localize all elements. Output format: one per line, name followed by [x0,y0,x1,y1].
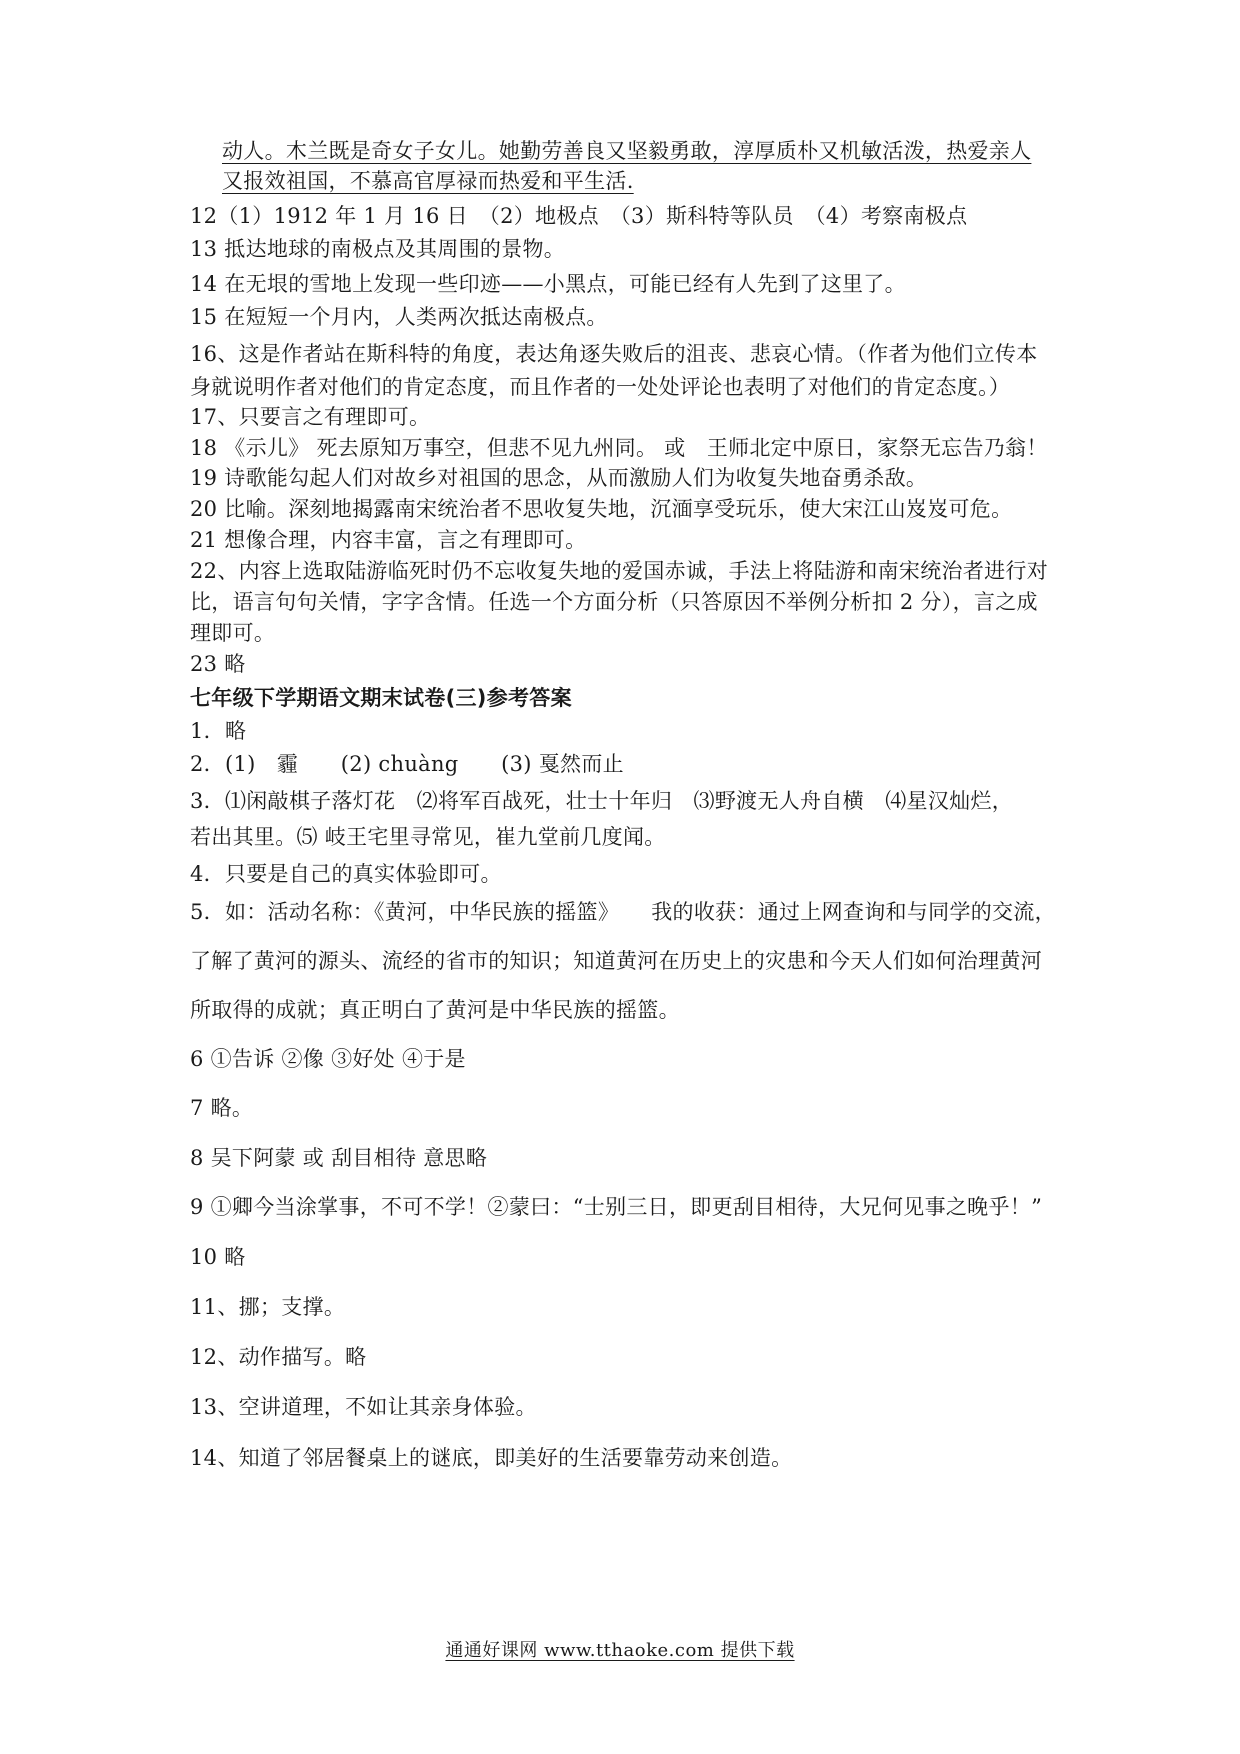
answer-line-s3-13: 13、空讲道理，不如让其亲身体验。 [190,1395,537,1419]
answer-line-s3-11: 11、挪；支撑。 [190,1295,346,1319]
answer-line-22a: 22、内容上选取陆游临死时仍不忘收复失地的爱国赤诚，手法上将陆游和南宋统治者进行对 [190,559,1049,583]
answer-line-s3-10: 10 略 [190,1245,246,1269]
answer-line-s3-4: 4．只要是自己的真实体验即可。 [190,862,502,886]
answer-line-mulan-2: 又报效祖国，不慕高官厚禄而热爱和平生活. [222,169,634,193]
answer-line-16a: 16、这是作者站在斯科特的角度，表达角逐失败后的沮丧、悲哀心情。（作者为他们立传本 [190,342,1038,366]
answer-line-13: 13 抵达地球的南极点及其周围的景物。 [190,237,566,261]
answer-line-s3-7: 7 略。 [190,1096,254,1120]
answer-line-s3-6: 6 ①告诉 ②像 ③好处 ④于是 [190,1047,466,1071]
answer-line-20: 20 比喻。深刻地揭露南宋统治者不思收复失地，沉湎享受玩乐，使大宋江山岌岌可危。 [190,497,1013,521]
answer-line-s3-2: 2．(1) 霾 (2) chuàng (3) 戛然而止 [190,752,624,776]
answer-line-18: 18 《示儿》 死去原知万事空，但悲不见九州同。 或 王师北定中原日，家祭无忘告乃翁！ [190,436,1048,460]
answer-line-s3-1: 1．略 [190,719,247,743]
answer-line-mulan-1: 动人。木兰既是奇女子女儿。她勤劳善良又坚毅勇敢，淳厚质朴又机敏活泼，热爱亲人 [222,139,1032,163]
answer-line-22c: 理即可。 [190,621,276,645]
answer-line-16b: 身就说明作者对他们的肯定态度，而且作者的一处处评论也表明了对他们的肯定态度。） [190,375,1011,399]
answer-line-s3-9: 9 ①卿今当涂掌事，不可不学！②蒙曰：“士别三日，即更刮目相待，大兄何见事之晚乎！” [190,1195,1043,1219]
answer-line-15: 15 在短短一个月内，人类两次抵达南极点。 [190,305,608,329]
answer-line-s3-5c: 所取得的成就；真正明白了黄河是中华民族的摇篮。 [190,998,680,1022]
answer-line-s3-5a: 5．如：活动名称：《黄河，中华民族的摇篮》 我的收获：通过上网查询和与同学的交流， [190,900,1056,924]
answer-line-14: 14 在无垠的雪地上发现一些印迹——小黑点，可能已经有人先到了这里了。 [190,272,906,296]
answer-line-s3-8: 8 吴下阿蒙 或 刮目相待 意思略 [190,1146,488,1170]
answer-line-s3-3a: 3．⑴闲敲棋子落灯花 ⑵将军百战死，壮士十年归 ⑶野渡无人舟自横 ⑷星汉灿烂， [190,789,1014,813]
answer-line-22b: 比，语言句句关情，字字含情。任选一个方面分析（只答原因不举例分析扣 2 分），言之成 [190,590,1038,614]
answer-line-21: 21 想像合理，内容丰富，言之有理即可。 [190,528,587,552]
answer-line-s3-12: 12、动作描写。略 [190,1345,367,1369]
answer-line-s3-5b: 了解了黄河的源头、流经的省市的知识；知道黄河在历史上的灾患和今天人们如何治理黄河 [190,949,1042,973]
answer-line-12: 12（1）1912 年 1 月 16 日 （2）地极点 （3）斯科特等队员 （4）考察南极点 [190,204,968,228]
answer-line-19: 19 诗歌能勾起人们对故乡对祖国的思念，从而激励人们为收复失地奋勇杀敌。 [190,466,928,490]
answer-line-s3-14: 14、知道了邻居餐桌上的谜底，即美好的生活要靠劳动来创造。 [190,1446,793,1470]
footer-download-link[interactable]: 通通好课网 www.tthaoke.com 提供下载 [445,1640,795,1661]
answer-line-23: 23 略 [190,652,246,676]
section-heading: 七年级下学期语文期末试卷(三)参考答案 [190,686,572,710]
answer-line-17: 17、只要言之有理即可。 [190,405,431,429]
answer-line-s3-3b: 若出其里。⑸ 岐王宅里寻常见，崔九堂前几度闻。 [190,825,666,849]
